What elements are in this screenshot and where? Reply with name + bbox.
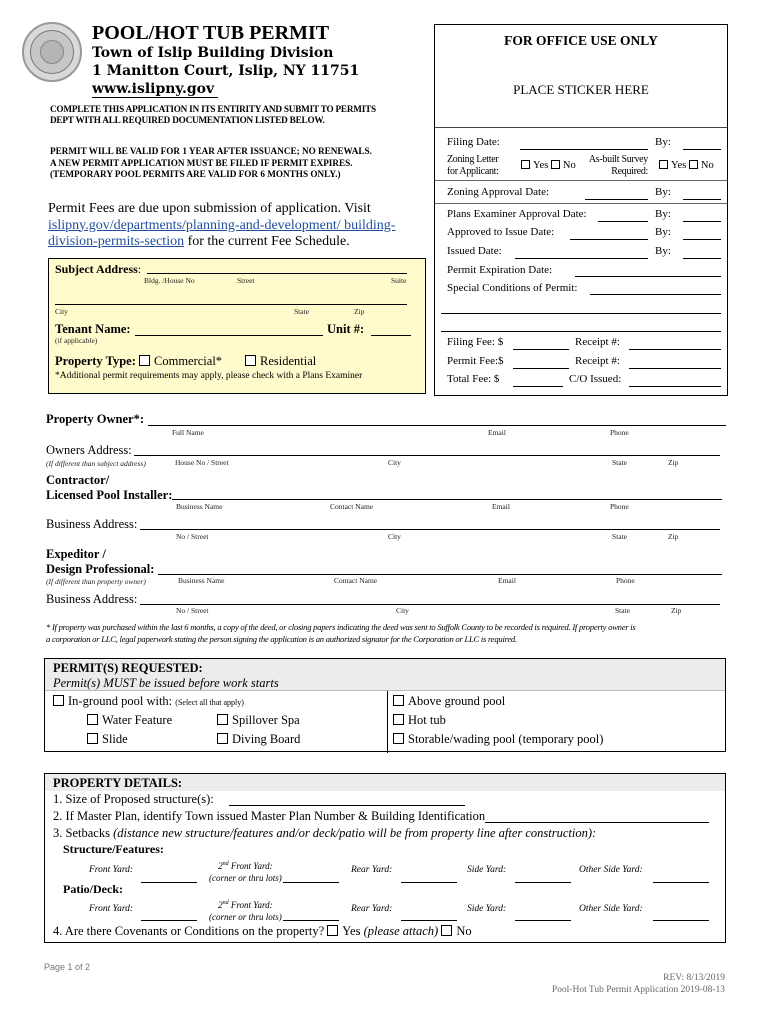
house-street-sublabel: House No / Street: [175, 458, 229, 467]
by-field[interactable]: [683, 221, 721, 222]
zoning-approval-label: Zoning Approval Date:: [447, 186, 550, 198]
business-name-sublabel: Business Name: [176, 502, 223, 511]
tenant-name-field[interactable]: [135, 335, 323, 336]
diving-board-checkbox[interactable]: [217, 733, 228, 744]
special-conditions-label: Special Conditions of Permit:: [447, 282, 578, 294]
q2-master-plan: 2. If Master Plan, identify Town issued Master Plan Number & Building Identification: [53, 809, 486, 823]
phone-sublabel: Phone: [610, 428, 629, 437]
residential-checkbox[interactable]: [245, 355, 256, 366]
filing-date-field[interactable]: [520, 149, 648, 150]
receipt-field[interactable]: [629, 368, 721, 369]
fee-schedule-link[interactable]: division-permits-section: [48, 234, 185, 249]
permits-requested-section: [44, 658, 726, 752]
contractor-address-label: Business Address:: [46, 517, 138, 531]
instructions-line: DEPT WITH ALL REQUIRED DOCUMENTATION LISTED BELOW.: [50, 115, 325, 125]
no-label: No: [562, 160, 576, 171]
divider: [435, 180, 727, 181]
q4-covenants: [53, 924, 472, 939]
hot-tub-checkbox[interactable]: [393, 714, 404, 725]
slide-option: [87, 732, 128, 747]
asbuilt-yes-checkbox[interactable]: [659, 160, 668, 169]
structure-rear-yard-field[interactable]: [401, 882, 457, 883]
org-name: Town of Islip Building Division: [92, 45, 334, 61]
town-seal-logo: [22, 22, 82, 82]
front-yard-label: Front Yard:: [89, 904, 134, 914]
plans-approval-label: Plans Examiner Approval Date:: [447, 208, 587, 220]
zip-sublabel: Zip: [668, 532, 679, 541]
by-field[interactable]: [683, 239, 721, 240]
document-id: Pool-Hot Tub Permit Application 2019-08-13: [551, 985, 725, 995]
by-field[interactable]: [683, 149, 721, 150]
receipt-label: Receipt #:: [575, 355, 620, 367]
ownership-footnote: [46, 621, 728, 645]
website-underline: [92, 97, 218, 98]
by-label: By:: [655, 226, 671, 238]
asbuilt-text: As-built Survey: [588, 154, 648, 165]
property-details-section: [44, 773, 726, 943]
business-name-sublabel: Business Name: [178, 576, 225, 585]
covenants-no-checkbox[interactable]: [441, 925, 452, 936]
permit-fee-field[interactable]: [513, 368, 569, 369]
other-side-label: Other Side Yard:: [579, 904, 643, 914]
contractor-label: [46, 473, 172, 503]
special-conditions-field[interactable]: [441, 313, 721, 314]
if-different-sublabel: (If different than subject address): [46, 459, 146, 468]
contractor-address-field[interactable]: [140, 529, 720, 530]
above-ground-checkbox[interactable]: [393, 695, 404, 706]
state-sublabel: State: [612, 532, 627, 541]
yes-label: Yes: [671, 160, 687, 171]
approved-issue-field[interactable]: [570, 239, 648, 240]
patio-heading: Patio/Deck:: [63, 882, 123, 896]
please-attach-note: (please attach): [363, 924, 439, 938]
zoning-letter-text: for Applicant:: [447, 166, 499, 177]
state-sublabel: State: [615, 606, 630, 615]
co-issued-label: C/O Issued:: [569, 373, 622, 385]
select-all-note: (Select all that apply): [175, 698, 244, 707]
property-type-label: Property Type:: [55, 354, 136, 368]
structure-side-yard-field[interactable]: [515, 882, 571, 883]
co-issued-field[interactable]: [629, 386, 721, 387]
q3-text: 3. Setbacks: [53, 826, 114, 840]
corner-note: (corner or thru lots): [209, 912, 282, 922]
contractor-field[interactable]: [172, 499, 722, 500]
divider: [435, 203, 727, 204]
no-label: No: [700, 160, 714, 171]
zoning-yes-checkbox[interactable]: [521, 160, 530, 169]
no-street-sublabel: No / Street: [176, 606, 209, 615]
owners-address-label: Owners Address:: [46, 443, 132, 457]
divider: [435, 127, 727, 128]
patio-rear-yard-field[interactable]: [401, 920, 457, 921]
expeditor-address-label: Business Address:: [46, 592, 138, 606]
fee-text: for the current Fee Schedule.: [184, 234, 350, 249]
fee-notice: [48, 201, 428, 251]
city-sublabel: City: [396, 606, 409, 615]
water-feature-option: [87, 713, 172, 728]
q1-structure-size: 1. Size of Proposed structure(s):: [53, 792, 214, 806]
receipt-field[interactable]: [629, 349, 721, 350]
by-field[interactable]: [683, 199, 721, 200]
total-fee-label: Total Fee: $: [447, 373, 500, 385]
office-use-box: [434, 24, 728, 396]
city-sublabel: City: [388, 458, 401, 467]
suite-sublabel: Suite: [391, 276, 407, 285]
city-sublabel: City: [55, 307, 68, 316]
rear-yard-label: Rear Yard:: [351, 865, 393, 875]
expeditor-field[interactable]: [158, 574, 722, 575]
residential-option: [245, 354, 316, 369]
residential-label: Residential: [260, 354, 317, 368]
fee-text: Permit Fees are due upon submission of application. Visit: [48, 201, 371, 216]
diving-board-label: Diving Board: [232, 732, 301, 746]
patio-front-yard-field[interactable]: [141, 920, 197, 921]
tenant-name-label: Tenant Name:: [55, 322, 131, 336]
state-sublabel: State: [294, 307, 309, 316]
master-plan-field[interactable]: [485, 822, 709, 823]
hot-tub-option: [393, 713, 446, 728]
corner-note: (corner or thru lots): [209, 873, 282, 883]
contractor-label-text: Contractor/: [46, 473, 110, 487]
zip-sublabel: Zip: [354, 307, 365, 316]
receipt-label: Receipt #:: [575, 336, 620, 348]
subject-address-text: Subject Address: [55, 262, 138, 276]
page-number: Page 1 of 2: [44, 962, 91, 972]
inground-checkbox[interactable]: [53, 695, 64, 706]
fee-schedule-link[interactable]: islipny.gov/departments/planning-and-development/ building-: [48, 217, 396, 233]
by-label: By:: [655, 136, 671, 148]
spillover-option: [217, 713, 300, 728]
side-yard-label: Side Yard:: [467, 865, 507, 875]
storable-checkbox[interactable]: [393, 733, 404, 744]
subject-address-label: [55, 262, 141, 277]
page-title: POOL/HOT TUB PERMIT: [92, 22, 330, 44]
by-label: By:: [655, 186, 671, 198]
property-type-note: *Additional permit requirements may apply, please check with a Plans Examiner: [55, 371, 363, 381]
footnote-line: a corporation or LLC, legal paperwork stating the person signing the application is an authorized signator for the Corporation or LLC is required.: [46, 634, 517, 644]
storable-label: Storable/wading pool (temporary pool): [408, 732, 604, 746]
patio-side-yard-field[interactable]: [515, 920, 571, 921]
expeditor-label: [46, 547, 154, 577]
zoning-letter-text: Zoning Letter: [447, 154, 499, 165]
asbuilt-text: Required:: [611, 166, 648, 177]
patio-other-side-field[interactable]: [653, 920, 709, 921]
front-yard-label: Front Yard:: [89, 865, 134, 875]
commercial-checkbox[interactable]: [139, 355, 150, 366]
subject-city-field[interactable]: [55, 304, 407, 305]
issued-date-field[interactable]: [515, 258, 648, 259]
structures-heading: Structure/Features:: [63, 842, 164, 856]
hot-tub-label: Hot tub: [408, 713, 446, 727]
permits-subtitle: Permit(s) MUST be issued before work starts: [53, 676, 279, 690]
by-field[interactable]: [683, 258, 721, 259]
zip-sublabel: Zip: [668, 458, 679, 467]
special-conditions-field[interactable]: [441, 331, 721, 332]
structure-size-field[interactable]: [229, 805, 465, 806]
permit-fee-label: Permit Fee:$: [447, 355, 504, 367]
expeditor-label-text: Design Professional:: [46, 562, 155, 576]
rear-yard-label: Rear Yard:: [351, 904, 393, 914]
second-front-label: 2nd Front Yard: (corner or thru lots): [209, 861, 282, 883]
zoning-yes-no: [521, 160, 576, 171]
zoning-letter-label: [447, 154, 499, 178]
inground-label: In-ground pool with:: [68, 694, 173, 708]
other-side-label: Other Side Yard:: [579, 865, 643, 875]
email-sublabel: Email: [488, 428, 506, 437]
city-sublabel: City: [388, 532, 401, 541]
yes-label: Yes: [342, 924, 361, 938]
website-link[interactable]: www.islipny.gov: [92, 81, 215, 97]
email-sublabel: Email: [498, 576, 516, 585]
contact-name-sublabel: Contact Name: [334, 576, 378, 585]
yes-label: Yes: [533, 160, 549, 171]
permits-title: PERMIT(S) REQUESTED:: [53, 661, 203, 675]
second-front-label: 2nd Front Yard: (corner or thru lots): [209, 900, 282, 922]
storable-option: [393, 732, 603, 747]
permits-column-divider: [387, 691, 388, 753]
structure-front-yard-field[interactable]: [141, 882, 197, 883]
filing-date-label: Filing Date:: [447, 136, 500, 148]
patio-second-front-field[interactable]: [283, 920, 339, 921]
q4-text: 4. Are there Covenants or Conditions on the property?: [53, 924, 325, 938]
email-sublabel: Email: [492, 502, 510, 511]
zip-sublabel: Zip: [671, 606, 682, 615]
zoning-no-checkbox[interactable]: [551, 160, 560, 169]
bldg-sublabel: Bldg. /House No: [144, 276, 195, 285]
total-fee-field[interactable]: [513, 386, 563, 387]
validity-line: (TEMPORARY POOL PERMITS ARE VALID FOR 6 MONTHS ONLY.): [50, 169, 341, 179]
structure-other-side-field[interactable]: [653, 882, 709, 883]
no-street-sublabel: No / Street: [176, 532, 209, 541]
spillover-label: Spillover Spa: [232, 713, 300, 727]
issued-date-label: Issued Date:: [447, 245, 502, 257]
revision-date: REV: 8/13/2019: [663, 973, 725, 983]
colon: :: [137, 262, 142, 276]
validity-notice: [50, 146, 430, 181]
property-title: PROPERTY DETAILS:: [53, 776, 183, 790]
approved-issue-label: Approved to Issue Date:: [447, 226, 555, 238]
structure-second-front-field[interactable]: [283, 882, 339, 883]
side-yard-label: Side Yard:: [467, 904, 507, 914]
expiration-label: Permit Expiration Date:: [447, 264, 553, 276]
slide-checkbox[interactable]: [87, 733, 98, 744]
contractor-label-text: Licensed Pool Installer:: [46, 488, 173, 502]
validity-line: A NEW PERMIT APPLICATION MUST BE FILED IF PERMIT EXPIRES.: [50, 157, 353, 168]
subject-address-box: [48, 258, 426, 394]
expeditor-address-field[interactable]: [140, 604, 720, 605]
phone-sublabel: Phone: [616, 576, 635, 585]
spillover-checkbox[interactable]: [217, 714, 228, 725]
expiration-field[interactable]: [575, 276, 721, 277]
sticker-placeholder: PLACE STICKER HERE: [513, 82, 649, 97]
diving-board-option: [217, 732, 300, 747]
commercial-label: Commercial*: [154, 354, 223, 368]
instructions-line: COMPLETE THIS APPLICATION IN ITS ENTIRITY AND SUBMIT TO PERMITS: [50, 104, 376, 114]
plans-approval-field[interactable]: [598, 221, 648, 222]
property-owner-field[interactable]: [148, 425, 726, 426]
by-label: By:: [655, 208, 671, 220]
by-label: By:: [655, 245, 671, 257]
footnote-line: * If property was purchased within the last 6 months, a copy of the deed, or closing papers indicating the deed was sent to Suffolk County to be recorded is required. If property owner is: [46, 622, 636, 632]
slide-label: Slide: [102, 732, 128, 746]
submission-instructions: [50, 104, 420, 126]
property-type-row: [55, 354, 222, 369]
filing-fee-label: Filing Fee: $: [447, 336, 504, 348]
if-different-sublabel: (If different than property owner): [46, 577, 146, 586]
filing-fee-field[interactable]: [513, 349, 569, 350]
if-applicable-sublabel: (if applicable): [55, 336, 98, 345]
expeditor-label-text: Expeditor /: [46, 547, 106, 561]
covenants-yes-checkbox[interactable]: [327, 925, 338, 936]
org-address: 1 Manitton Court, Islip, NY 11751: [92, 63, 360, 79]
full-name-sublabel: Full Name: [172, 428, 204, 437]
office-use-title: FOR OFFICE USE ONLY: [504, 33, 658, 48]
phone-sublabel: Phone: [610, 502, 629, 511]
unit-field[interactable]: [371, 335, 411, 336]
water-feature-checkbox[interactable]: [87, 714, 98, 725]
q3-text: (distance new structure/features and/or deck/patio will be from property line after construction):: [113, 826, 597, 840]
asbuilt-label: [588, 154, 648, 178]
asbuilt-no-checkbox[interactable]: [689, 160, 698, 169]
state-sublabel: State: [612, 458, 627, 467]
above-ground-option: [393, 694, 505, 709]
inground-option: [53, 694, 244, 709]
above-ground-label: Above ground pool: [408, 694, 506, 708]
zoning-approval-field[interactable]: [585, 199, 648, 200]
validity-line: PERMIT WILL BE VALID FOR 1 YEAR AFTER ISSUANCE; NO RENEWALS.: [50, 146, 372, 156]
unit-label: Unit #:: [327, 322, 365, 336]
subject-street-field[interactable]: [147, 273, 407, 274]
owners-address-field[interactable]: [134, 455, 720, 456]
contact-name-sublabel: Contact Name: [330, 502, 374, 511]
water-feature-label: Water Feature: [102, 713, 173, 727]
street-sublabel: Street: [237, 276, 255, 285]
property-owner-label: Property Owner*:: [46, 412, 145, 426]
no-label: No: [456, 924, 472, 938]
q3-setbacks: [53, 826, 596, 841]
asbuilt-yes-no: [659, 160, 714, 171]
special-conditions-field[interactable]: [590, 294, 721, 295]
